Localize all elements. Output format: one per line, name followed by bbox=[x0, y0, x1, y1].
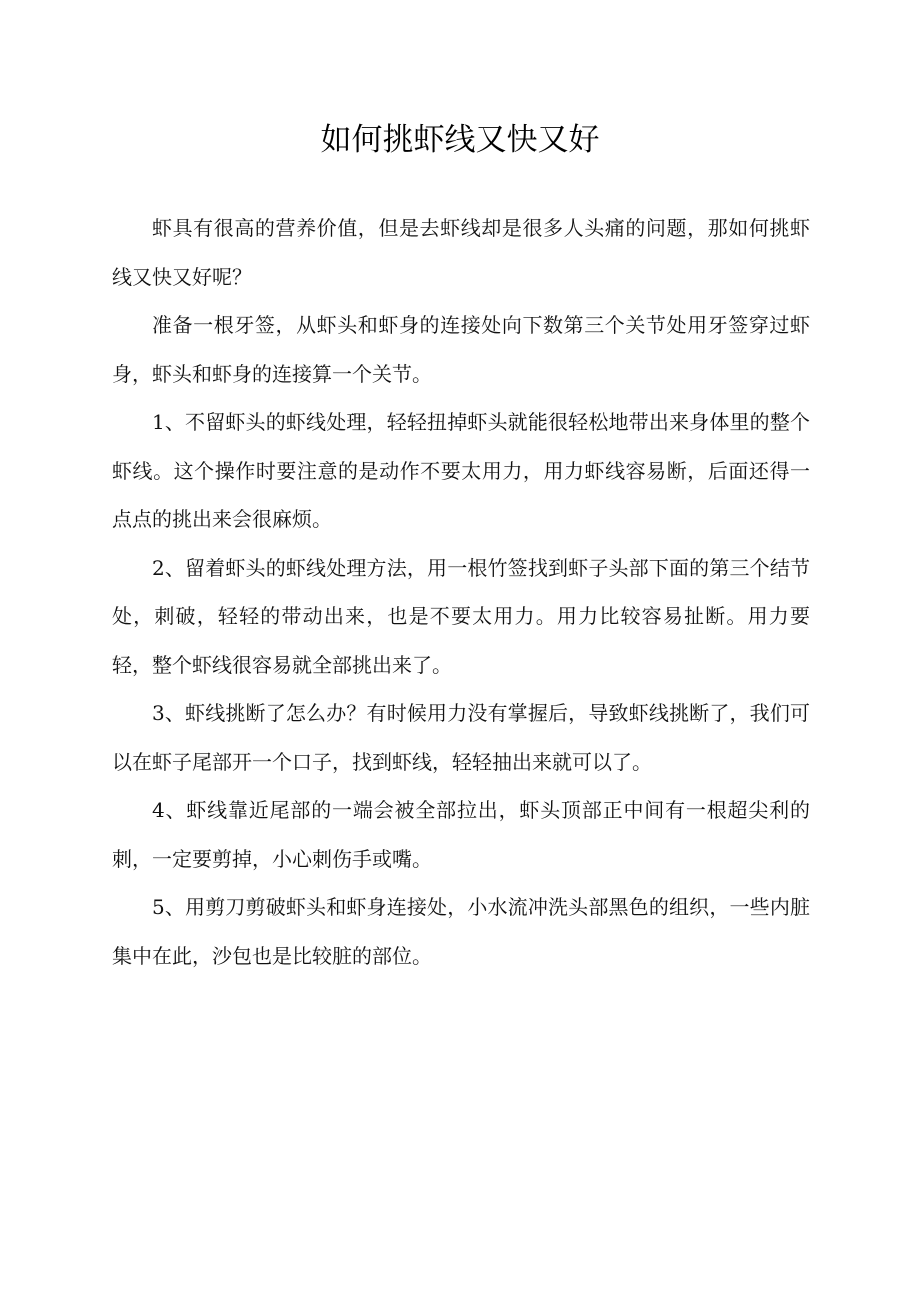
paragraph-step-3: 3、虾线挑断了怎么办？有时候用力没有掌握后，导致虾线挑断了，我们可以在虾子尾部开一个口子，找到虾线，轻轻抽出来就可以了。 bbox=[112, 701, 810, 774]
paragraph-intro: 虾具有很高的营养价值，但是去虾线却是很多人头痛的问题，那如何挑虾线又快又好呢？ bbox=[112, 216, 810, 289]
paragraph-step-4: 4、虾线靠近尾部的一端会被全部拉出，虾头顶部正中间有一根超尖利的刺，一定要剪掉，小心刺伤手或嘴。 bbox=[112, 798, 810, 871]
document-body bbox=[112, 204, 810, 980]
paragraph-preparation: 准备一根牙签，从虾头和虾身的连接处向下数第三个关节处用牙签穿过虾身，虾头和虾身的连接算一个关节。 bbox=[112, 313, 810, 386]
paragraph-step-2: 2、留着虾头的虾线处理方法，用一根竹签找到虾子头部下面的第三个结节处，刺破，轻轻的带动出来，也是不要太用力。用力比较容易扯断。用力要轻，整个虾线很容易就全部挑出来了。 bbox=[112, 555, 810, 677]
paragraph-step-5: 5、用剪刀剪破虾头和虾身连接处，小水流冲洗头部黑色的组织，一些内脏集中在此，沙包也是比较脏的部位。 bbox=[112, 895, 810, 968]
document-title: 如何挑虾线又快又好 bbox=[320, 122, 600, 158]
paragraph-step-1: 1、不留虾头的虾线处理，轻轻扭掉虾头就能很轻松地带出来身体里的整个虾线。这个操作时要注意的是动作不要太用力，用力虾线容易断，后面还得一点点的挑出来会很麻烦。 bbox=[112, 410, 810, 531]
